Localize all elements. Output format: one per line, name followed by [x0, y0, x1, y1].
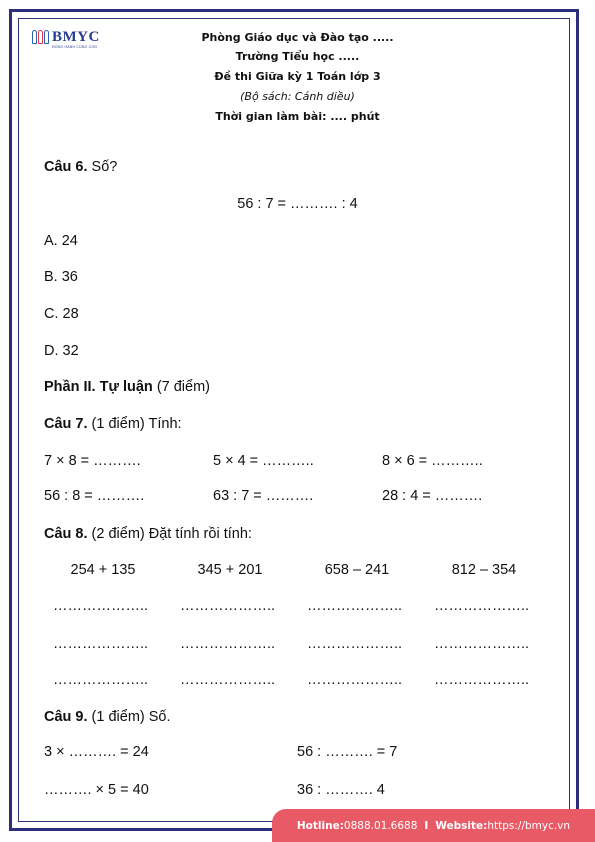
question-6-label: Câu 6. — [44, 159, 88, 175]
option-c: C. 28 — [44, 306, 79, 322]
option-b: B. 36 — [44, 269, 78, 285]
answer-blank: ……………….. — [307, 636, 403, 652]
website-label: Website: — [435, 819, 488, 832]
hotline-number[interactable]: 0888.01.6688 — [343, 819, 418, 832]
answer-blank: ……………….. — [434, 672, 530, 688]
option-d: D. 32 — [44, 343, 79, 359]
answer-blank: ……………….. — [307, 672, 403, 688]
question-7-heading — [44, 416, 182, 432]
question-9-item: 56 : ………. = 7 — [297, 744, 398, 760]
exam-title: Đề thi Giữa kỳ 1 Toán lớp 3 — [214, 70, 381, 83]
answer-blank: ……………….. — [434, 598, 530, 614]
question-8-text: (2 điểm) Đặt tính rồi tính: — [87, 526, 252, 542]
website-link[interactable]: https://bmyc.vn — [487, 819, 571, 832]
question-8-heading — [44, 526, 252, 542]
question-7-label: Câu 7. — [44, 416, 88, 432]
book-series: (Bộ sách: Cánh diều) — [240, 90, 355, 103]
question-7-item: 28 : 4 = ………. — [382, 488, 483, 504]
answer-blank: ……………….. — [53, 598, 149, 614]
question-7-item: 8 × 6 = ……….. — [382, 453, 483, 469]
question-8-problem: 658 – 241 — [324, 562, 390, 578]
question-8-problem: 254 + 135 — [70, 562, 136, 578]
question-6-text: Số? — [87, 159, 118, 175]
question-7-item: 63 : 7 = ………. — [213, 488, 314, 504]
question-9-text: (1 điểm) Số. — [87, 709, 171, 725]
question-9-item: 3 × ………. = 24 — [44, 744, 149, 760]
part-2-heading — [44, 379, 210, 395]
logo-name: BMYC — [52, 29, 100, 45]
question-8-label: Câu 8. — [44, 526, 88, 542]
option-a: A. 24 — [44, 233, 78, 249]
time-limit: Thời gian làm bài: .... phút — [215, 110, 380, 123]
answer-blank: ……………….. — [180, 672, 276, 688]
answer-blank: ……………….. — [180, 598, 276, 614]
answer-blank: ……………….. — [434, 636, 530, 652]
question-9-item: 36 : ………. 4 — [297, 782, 385, 798]
question-6-equation: 56 : 7 = ………. : 4 — [237, 196, 358, 212]
question-8-problem: 812 – 354 — [451, 562, 517, 578]
part-2-text: (7 điểm) — [152, 379, 211, 395]
question-7-item: 56 : 8 = ………. — [44, 488, 145, 504]
part-2-label: Phần II. Tự luận — [44, 379, 153, 395]
answer-blank: ……………….. — [180, 636, 276, 652]
question-9-item: ………. × 5 = 40 — [44, 782, 149, 798]
question-7-text: (1 điểm) Tính: — [87, 416, 182, 432]
question-9-heading — [44, 709, 171, 725]
answer-blank: ……………….. — [307, 598, 403, 614]
answer-blank: ……………….. — [53, 672, 149, 688]
question-7-item: 7 × 8 = ………. — [44, 453, 141, 469]
hotline-label: Hotline: — [296, 819, 344, 832]
question-8-problem: 345 + 201 — [197, 562, 263, 578]
question-9-label: Câu 9. — [44, 709, 88, 725]
footer-contact-bar — [272, 809, 595, 842]
header-department: Phòng Giáo dục và Đào tạo ..... — [201, 31, 394, 44]
header-school: Trường Tiểu học ..... — [235, 50, 360, 63]
question-7-item: 5 × 4 = ……….. — [213, 453, 314, 469]
question-6-heading — [44, 159, 117, 175]
answer-blank: ……………….. — [53, 636, 149, 652]
footer-separator: I — [424, 819, 429, 832]
logo-tagline: ĐỒNG HÀNH CÙNG CON — [52, 45, 98, 49]
